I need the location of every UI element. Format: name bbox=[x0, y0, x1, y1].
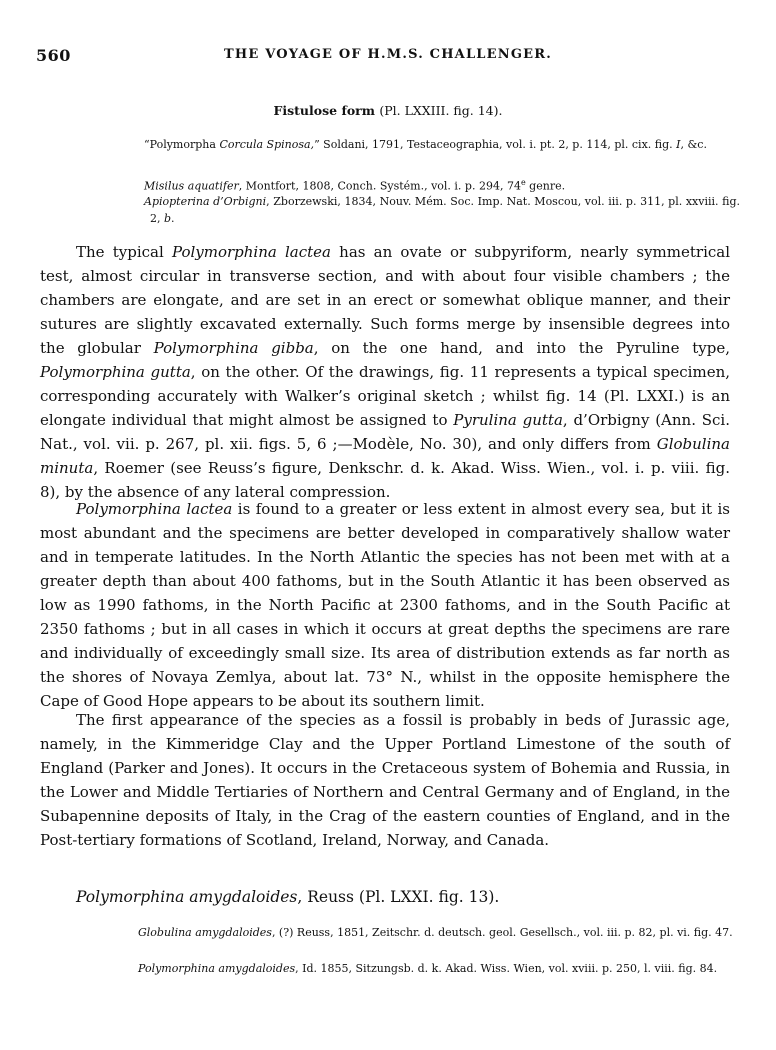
syn-fig: I bbox=[676, 138, 681, 151]
paragraph-1 bbox=[40, 240, 730, 504]
taxon-name: Polymorphina gibba bbox=[153, 339, 314, 357]
syn-taxon: Globulina amygdaloides bbox=[138, 926, 272, 939]
species-name: Polymorphina amygdaloides bbox=[76, 888, 298, 906]
taxon-name: Pyrulina gutta bbox=[453, 411, 563, 429]
running-title: THE VOYAGE OF H.M.S. CHALLENGER. bbox=[224, 47, 552, 62]
synonymy-entry bbox=[138, 924, 742, 941]
syn-text: genre. bbox=[525, 179, 566, 193]
paragraph-2 bbox=[40, 497, 730, 713]
section-heading-title: Fistulose form bbox=[273, 103, 375, 118]
syn-taxon: Polymorphina amygdaloides bbox=[138, 962, 296, 975]
synonymy-entry bbox=[144, 174, 734, 195]
taxon-name: Globulina minuta bbox=[40, 435, 730, 477]
synonymy-entry bbox=[138, 960, 742, 977]
synonymy-entry bbox=[144, 136, 734, 153]
text-run: has an ovate or subpyriform, nearly symmetrical test, almost circular in transverse section, and with about four visible chambers ; the chambers are elongate, and are set in an erect or somewhat oblique manner, and their sutures are slightly excavated externally. Such forms merge by insensible degrees into the globular bbox=[40, 243, 731, 357]
text-run: is found to a greater or less extent in almost every sea, but it is most abundant and the specimens are better developed in comparatively shallow water and in temperate latitudes. In the North Atlantic the species has not been met with at a greater depth than about 400 fathoms, but in the South Atlantic it has been observed as low as 1990 fathoms, in the North Pacific at 2300 fathoms, and in the South Pacific at 2350 fathoms ; but in all cases in which it occurs at great depths the specimens are rare and individually of exceedingly small size. Its area of distribution extends as far north as the shores of Novaya Zemlya, about lat. 73° N., whilst in the opposite hemisphere the Cape of Good Hope appears to be about its southern limit. bbox=[40, 500, 730, 710]
paragraph-3 bbox=[40, 708, 730, 852]
text-run: , on the one hand, and into the Pyruline type, bbox=[313, 339, 730, 357]
text-run: , on the other. Of the drawings, fig. 11 represents a typical specimen, corresponding accurately with Walker’s original sketch ; whilst fig. 14 (Pl. LXXI.) is an elongate individual that might almost be assigned to bbox=[40, 363, 731, 429]
syn-text: , &c. bbox=[680, 138, 707, 151]
syn-text: . bbox=[171, 212, 175, 225]
species-ref: , Reuss (Pl. LXXI. fig. 13). bbox=[297, 888, 500, 906]
text-run: The typical bbox=[76, 243, 172, 261]
syn-sup: e bbox=[520, 178, 526, 187]
section-heading bbox=[0, 103, 776, 118]
syn-fig: b bbox=[164, 212, 172, 225]
syn-text: , (?) Reuss, 1851, Zeitschr. d. deutsch. geol. Gesellsch., vol. iii. p. 82, pl. vi. fig. 47. bbox=[271, 926, 733, 939]
taxon-name: Polymorphina lactea bbox=[76, 500, 233, 518]
running-head bbox=[36, 46, 740, 66]
syn-text: , Id. 1855, Sitzungsb. d. k. Akad. Wiss. Wien, vol. xviii. p. 250, l. viii. fig. 84. bbox=[295, 962, 718, 975]
text-run: The first appearance of the species as a fossil is probably in beds of Jurassic age, namely, in the Kimmeridge Clay and the Upper Portland Limestone of the south of England (Parker and Jones). It occurs in the Cretaceous system of Bohemia and Russia, in the Lower and Middle Tertiaries of Northern and Central Germany and of England, in the Subapennine deposits of Italy, in the Crag of the eastern counties of England, and in the Post-tertiary formations of Scotland, Ireland, Norway, and Canada. bbox=[40, 711, 730, 849]
syn-taxon: Apiopterina d’Orbigni bbox=[144, 195, 267, 208]
taxon-name: Polymorphina lactea bbox=[171, 243, 331, 261]
species-heading bbox=[76, 888, 499, 906]
synonymy-entry bbox=[144, 193, 740, 227]
section-heading-ref: (Pl. LXXIII. fig. 14). bbox=[379, 103, 503, 118]
syn-taxon: Corcula Spinosa, bbox=[219, 138, 315, 151]
syn-text: , Zborzewski, 1834, Nouv. Mém. Soc. Imp. Nat. Moscou, vol. iii. p. 311, pl. xxviii. fig. 2, bbox=[150, 195, 741, 225]
text-run: , d’Orbigny (Ann. Sci. Nat., vol. vii. p. 267, pl. xii. figs. 5, 6 ;—Modèle, No. 30), and only differs from bbox=[40, 411, 730, 453]
syn-text: “Polymorpha bbox=[144, 138, 220, 151]
syn-text: , Montfort, 1808, Conch. Systém., vol. i. p. 294, 74 bbox=[238, 179, 521, 193]
syn-text: ” Soldani, 1791, Testaceographia, vol. i. pt. 2, p. 114, pl. cix. fig. bbox=[314, 138, 677, 151]
taxon-name: Polymorphina gutta bbox=[40, 363, 191, 381]
text-run: , Roemer (see Reuss’s figure, Denkschr. d. k. Akad. Wiss. Wien., vol. i. p. viii. fig. 8), by the absence of any lateral compression. bbox=[40, 459, 730, 501]
page-number: 560 bbox=[36, 46, 71, 65]
syn-taxon: Misilus aquatifer bbox=[144, 179, 239, 193]
